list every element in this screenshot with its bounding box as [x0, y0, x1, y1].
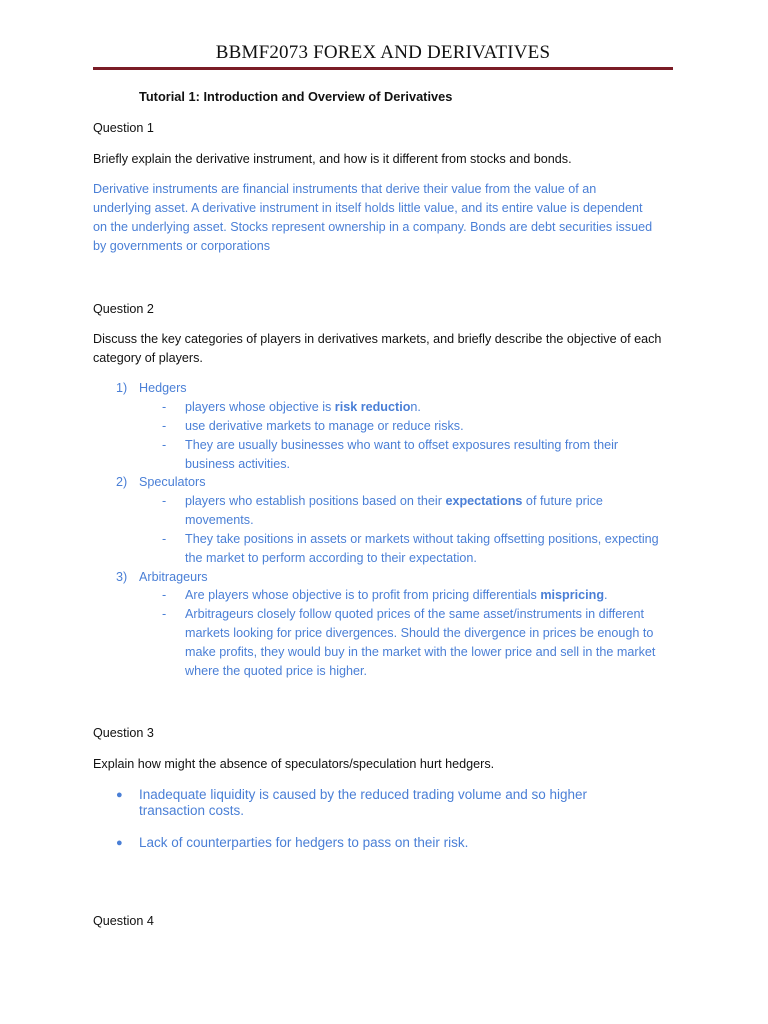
category-number: 3) — [116, 569, 128, 584]
question-4-label: Question 4 — [93, 914, 154, 928]
question-3-label: Question 3 — [93, 726, 154, 740]
bullet-dot: ● — [116, 837, 123, 849]
dash-marker: - — [162, 437, 167, 452]
tutorial-title: Tutorial 1: Introduction and Overview of Derivatives — [139, 89, 453, 104]
dash-marker: - — [162, 607, 167, 622]
bold-term: mispricing — [540, 588, 605, 603]
question-1-label: Question 1 — [93, 121, 154, 135]
bullet-dot: ● — [116, 789, 123, 801]
point-text: They are usually businesses who want to offset exposures resulting from their business activities. — [185, 437, 619, 471]
point-text: players whose objective is risk reduction. — [185, 399, 421, 414]
question-3-prompt: Explain how might the absence of speculators/speculation hurt hedgers. — [93, 757, 495, 771]
answer-line: underlying asset. A derivative instrument in itself holds little value, and its entire value is dependent — [93, 201, 643, 215]
point-text: use derivative markets to manage or reduce risks. — [185, 418, 464, 433]
question-1-prompt: Briefly explain the derivative instrument, and how is it different from stocks and bonds. — [93, 152, 572, 166]
dash-marker: - — [162, 418, 167, 433]
question-1-answer — [93, 180, 673, 256]
page-header-title: BBMF2073 FOREX AND DERIVATIVES — [215, 42, 551, 63]
dash-marker: - — [162, 494, 167, 509]
bullet-text: Lack of counterparties for hedgers to pass on their risk. — [139, 835, 469, 850]
point-text: They take positions in assets or markets without taking offsetting positions, expecting the market to perform according to their expectation. — [185, 531, 659, 565]
bullet-text: Inadequate liquidity is caused by the reduced trading volume and so higher transaction costs. — [139, 787, 588, 818]
category-name: Speculators — [139, 475, 206, 490]
prompt-line: Discuss the key categories of players in derivatives markets, and briefly describe the objective of each — [93, 332, 662, 346]
bold-term: risk reductio — [334, 399, 411, 414]
bold-term: expectations — [445, 494, 523, 509]
header-rule — [93, 67, 673, 70]
category-name: Arbitrageurs — [139, 569, 208, 584]
category-number: 1) — [116, 381, 128, 395]
dash-marker: - — [162, 588, 167, 603]
dash-marker: - — [162, 531, 167, 546]
category-number: 2) — [116, 475, 128, 490]
category-name: Hedgers — [139, 381, 187, 395]
point-text: Arbitrageurs closely follow quoted prices of the same asset/instruments in different markets looking for price divergences. Should the divergence in prices be enough to make profits, they would buy in the market with the lower price and sell in the market where the quoted price is higher. — [185, 607, 656, 679]
prompt-line: category of players. — [93, 351, 203, 365]
answer-line: on the underlying asset. Stocks represent ownership in a company. Bonds are debt securities issued — [93, 220, 653, 234]
answer-line: by governments or corporations — [93, 239, 271, 253]
question-2-prompt — [93, 330, 678, 368]
point-text: Are players whose objective is to profit from pricing differentials mispricing. — [185, 588, 608, 603]
answer-line: Derivative instruments are financial instruments that derive their value from the value of an — [93, 182, 597, 196]
question-2-label: Question 2 — [93, 302, 154, 316]
point-text: players who establish positions based on their expectations of future price movements. — [185, 494, 603, 528]
dash-marker: - — [162, 399, 167, 414]
